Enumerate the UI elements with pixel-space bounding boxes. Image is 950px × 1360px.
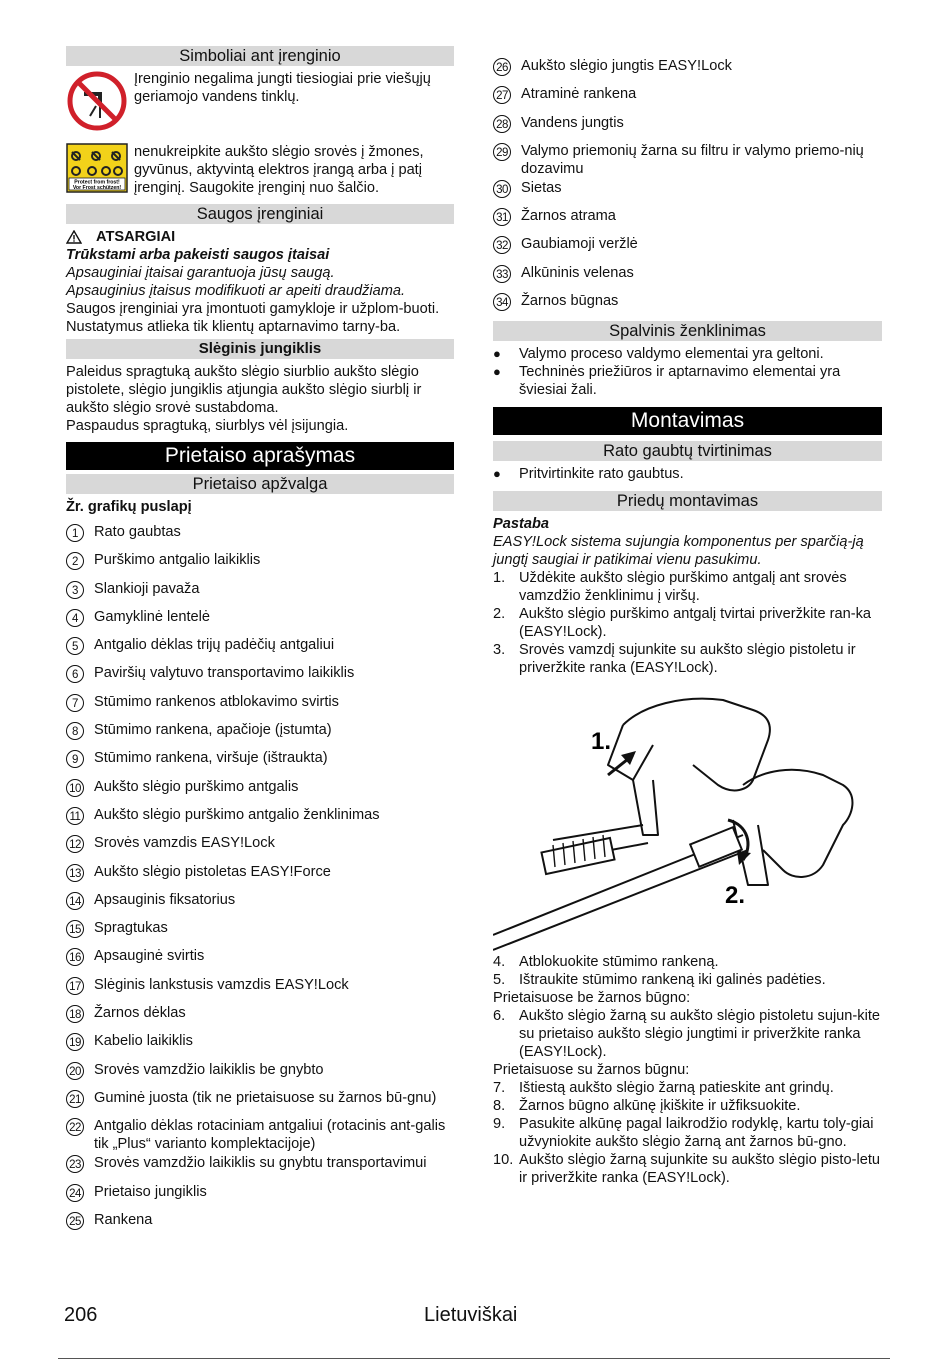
- part-label: Žarnos būgnas: [521, 293, 619, 310]
- part-label: Žarnos atrama: [521, 208, 616, 225]
- caution-line2: Apsauginius įtaisus modifikuoti ar apeiti draudžiama.: [66, 283, 406, 299]
- step-item: [493, 971, 882, 989]
- part-label: Valymo priemonių žarna su filtru ir valymo priemo-nių dozavimu: [521, 142, 864, 177]
- part-item: [66, 579, 454, 607]
- part-label: Žarnos dėklas: [94, 1005, 186, 1022]
- part-label: Srovės vamzdžio laikiklis su gnybtu transportavimui: [94, 1155, 427, 1172]
- accessories-heading: Priedų montavimas: [493, 491, 882, 511]
- steps-c: [493, 1007, 882, 1061]
- part-label: Sietas: [521, 179, 562, 196]
- part-label: Stūmimo rankenos atblokavimo svirtis: [94, 693, 339, 710]
- part-item: [493, 291, 882, 319]
- note-title: Pastaba: [493, 516, 549, 533]
- symbol2-label-bottom: Vor Frost schützen!: [72, 185, 122, 191]
- part-label: Slankioji pavaža: [94, 580, 200, 597]
- parts-list-left: [66, 522, 454, 1238]
- part-item: [493, 178, 882, 206]
- part-number: 5: [66, 637, 84, 655]
- part-label: Alkūninis velenas: [521, 264, 634, 281]
- step-number: 3.: [493, 642, 506, 659]
- no-drinking-water-icon: [66, 70, 128, 137]
- part-number: 15: [66, 920, 84, 938]
- part-item: [66, 607, 454, 635]
- part-number: 8: [66, 722, 84, 740]
- step-text: Srovės vamzdį sujunkite su aukšto slėgio pistoletu ir priveržkite ranka (EASY!Lock).: [519, 642, 856, 677]
- part-item: [493, 263, 882, 291]
- part-item: [66, 663, 454, 691]
- symbol-no-drinking-water: [66, 70, 454, 137]
- footer-language: Lietuviškai: [424, 1304, 518, 1326]
- part-item: [66, 975, 454, 1003]
- part-item: [66, 777, 454, 805]
- part-number: 11: [66, 807, 84, 825]
- step-number: 8.: [493, 1098, 506, 1115]
- part-number: 10: [66, 779, 84, 797]
- pressure-switch-text1: Paleidus spragtuką aukšto slėgio siurblio aukšto slėgio pistolete, slėgio jungiklis atjungia aukšto slėgio siurblį ir aukšto slėgio srovė sustabdoma.: [66, 364, 422, 416]
- figure-label-1: 1.: [591, 728, 612, 756]
- assembly-figure: [493, 685, 882, 953]
- step-number: 10.: [493, 1152, 514, 1169]
- parts-list-right: [493, 56, 882, 319]
- part-number: 9: [66, 750, 84, 768]
- part-label: Stūmimo rankena, apačioje (įstumta): [94, 722, 332, 739]
- color-item-text: Techninės priežiūros ir aptarnavimo elementai yra šviesiai žali.: [519, 364, 841, 399]
- part-number: 22: [66, 1118, 84, 1136]
- part-label: Guminė juosta (tik ne prietaisuose su žarnos bū-gnu): [94, 1089, 437, 1106]
- step-text: Ištiestą aukšto slėgio žarną patieskite ant grindų.: [519, 1080, 834, 1097]
- part-item: [66, 522, 454, 550]
- part-item: [66, 805, 454, 833]
- safety-heading: Saugos įrenginiai: [66, 204, 454, 224]
- part-item: [66, 635, 454, 663]
- step-number: 4.: [493, 954, 506, 971]
- part-number: 2: [66, 552, 84, 570]
- part-number: 3: [66, 581, 84, 599]
- part-number: 18: [66, 1005, 84, 1023]
- part-number: 26: [493, 58, 511, 76]
- part-item: [66, 1031, 454, 1059]
- part-number: 17: [66, 977, 84, 995]
- step-text: Atblokuokite stūmimo rankeną.: [519, 954, 719, 971]
- part-item: [66, 946, 454, 974]
- assembly-heading: Montavimas: [493, 407, 882, 435]
- part-number: 32: [493, 236, 511, 254]
- part-label: Aukšto slėgio jungtis EASY!Lock: [521, 58, 732, 74]
- steps-d: [493, 1079, 882, 1187]
- step-number: 2.: [493, 606, 506, 623]
- step-item: [493, 641, 882, 677]
- part-number: 30: [493, 180, 511, 198]
- part-item: [66, 1003, 454, 1031]
- part-number: 7: [66, 694, 84, 712]
- step-item: [493, 1079, 882, 1097]
- see-graphics: Žr. grafikų puslapį: [66, 499, 192, 515]
- part-label: Paviršių valytuvo transportavimo laikiklis: [94, 665, 355, 682]
- symbols-heading: Simboliai ant įrenginio: [66, 46, 454, 66]
- part-label: Kabelio laikiklis: [94, 1033, 193, 1050]
- part-label: Antgalio dėklas trijų padėčių antgaliui: [94, 637, 335, 654]
- step-item: [493, 1115, 882, 1151]
- step-text: Uždėkite aukšto slėgio purškimo antgalį ant srovės vamzdžio ženklinimu į viršų.: [519, 570, 847, 605]
- part-label: Slėginis lankstusis vamzdis EASY!Lock: [94, 976, 349, 993]
- part-item: [493, 113, 882, 141]
- symbol2-text: nenukreipkite aukšto slėgio srovės į žmones, gyvūnus, aktyvintą elektros įrangą arba į patį įrenginį. Saugokite įrenginį nuo šalčio.: [134, 144, 424, 196]
- part-item: [66, 918, 454, 946]
- part-item: [66, 720, 454, 748]
- step-text: Žarnos būgno alkūnę įkiškite ir užfiksuokite.: [519, 1098, 801, 1115]
- part-number: 13: [66, 864, 84, 882]
- step-text: Aukšto slėgio žarną sujunkite su aukšto slėgio pisto-letu ir priveržkite ranka (EASY!Lock).: [519, 1152, 880, 1187]
- part-label: Vandens jungtis: [521, 114, 624, 131]
- caution-label: ATSARGIAI: [96, 229, 176, 245]
- caution-line: [66, 228, 454, 246]
- step-item: [493, 1097, 882, 1115]
- symbol1-text: Įrenginio negalima jungti tiesiogiai prie viešųjų geriamojo vandens tinklų.: [134, 71, 431, 105]
- part-number: 23: [66, 1155, 84, 1173]
- part-label: Aukšto slėgio pistoletas EASY!Force: [94, 863, 331, 880]
- step-item: [493, 605, 882, 641]
- part-label: Apsauginė svirtis: [94, 948, 205, 965]
- wheel-item-text: Pritvirtinkite rato gaubtus.: [519, 466, 684, 483]
- part-label: Prietaiso jungiklis: [94, 1183, 207, 1200]
- part-item: [66, 1210, 454, 1238]
- part-item: [66, 890, 454, 918]
- wheel-item: ● Pritvirtinkite rato gaubtus.: [493, 466, 684, 483]
- part-label: Srovės vamzdžio laikiklis be gnybto: [94, 1061, 324, 1078]
- part-number: 20: [66, 1062, 84, 1080]
- step-number: 1.: [493, 570, 506, 587]
- part-item: [66, 1060, 454, 1088]
- part-item: [66, 833, 454, 861]
- left-column: [66, 46, 454, 1238]
- pressure-switch-text2: Paspaudus spragtuką, siurblys vėl įsijungia.: [66, 418, 349, 434]
- part-number: 16: [66, 948, 84, 966]
- step-text: Ištraukite stūmimo rankeną iki galinės padėties.: [519, 972, 826, 989]
- part-number: 12: [66, 835, 84, 853]
- part-number: 34: [493, 293, 511, 311]
- page-number: 206: [64, 1304, 98, 1326]
- part-number: 33: [493, 265, 511, 283]
- part-label: Gamyklinė lentelė: [94, 608, 210, 625]
- step-item: [493, 1151, 882, 1187]
- step-number: 5.: [493, 972, 506, 989]
- note-text: EASY!Lock sistema sujungia komponentus per sparčią-ją jungtį saugiai ir patikimai vienu pasukimu.: [493, 534, 864, 569]
- part-number: 19: [66, 1033, 84, 1051]
- steps-b: [493, 953, 882, 989]
- color-item-text: Valymo proceso valdymo elementai yra geltoni.: [519, 346, 824, 363]
- part-item: [493, 56, 882, 84]
- step-item: [493, 569, 882, 605]
- right-column: [493, 56, 882, 1187]
- warning-triangle-icon: [66, 230, 82, 244]
- part-number: 21: [66, 1090, 84, 1108]
- part-number: 31: [493, 208, 511, 226]
- part-label: Apsauginis fiksatorius: [94, 891, 236, 908]
- step-text: Aukšto slėgio purškimo antgalį tvirtai priveržkite ran-ka (EASY!Lock).: [519, 606, 872, 641]
- step-number: 9.: [493, 1116, 506, 1133]
- step-text: Aukšto slėgio žarną su aukšto slėgio pistoletu sujun-kite su prietaiso aukšto slėgio jungtimi ir priveržkite ranka (EASY!Lock).: [519, 1008, 880, 1061]
- part-item: [66, 692, 454, 720]
- part-label: Srovės vamzdis EASY!Lock: [94, 835, 275, 852]
- part-label: Aukšto slėgio purškimo antgalio ženklinimas: [94, 806, 380, 823]
- part-label: Antgalio dėklas rotaciniam antgaliui (rotacinis ant-galis tik „Plus“ varianto komplektacijoje): [94, 1118, 446, 1153]
- part-item: [66, 1116, 454, 1153]
- part-item: [493, 84, 882, 112]
- part-item: [493, 206, 882, 234]
- color-heading: Spalvinis ženklinimas: [493, 321, 882, 341]
- part-item: [66, 1182, 454, 1210]
- part-label: Gaubiamoji veržlė: [521, 236, 638, 253]
- without-drum: Prietaisuose be žarnos būgno:: [493, 990, 691, 1007]
- step-number: 7.: [493, 1080, 506, 1097]
- part-label: Purškimo antgalio laikiklis: [94, 552, 261, 569]
- part-number: 14: [66, 892, 84, 910]
- color-item: ● Techninės priežiūros ir aptarnavimo elementai yra šviesiai žali.: [493, 363, 882, 399]
- pressure-switch-heading: Slėginis jungiklis: [66, 339, 454, 359]
- with-drum: Prietaisuose su žarnos būgnu:: [493, 1062, 690, 1079]
- caution-title: Trūkstami arba pakeisti saugos įtaisai: [66, 247, 330, 263]
- part-number: 4: [66, 609, 84, 627]
- symbol-no-spray-frost: [66, 143, 454, 198]
- part-item: [493, 234, 882, 262]
- figure-label-2: 2.: [725, 882, 746, 910]
- overview-heading: Prietaiso apžvalga: [66, 474, 454, 494]
- warning-label-icon: [66, 143, 128, 198]
- footer-divider: [58, 1358, 890, 1359]
- part-item: [493, 141, 882, 178]
- part-label: Atraminė rankena: [521, 86, 637, 103]
- part-number: 29: [493, 143, 511, 161]
- part-label: Spragtukas: [94, 920, 168, 937]
- caution-line1: Apsauginiai įtaisai garantuoja jūsų saugą.: [66, 265, 335, 281]
- part-item: [66, 862, 454, 890]
- symbol2-label-top: Protect from frost!: [74, 179, 120, 186]
- part-label: Stūmimo rankena, viršuje (ištraukta): [94, 750, 328, 767]
- steps-a: [493, 569, 882, 677]
- part-label: Aukšto slėgio purškimo antgalis: [94, 778, 299, 795]
- part-number: 24: [66, 1184, 84, 1202]
- step-item: [493, 1007, 882, 1061]
- part-number: 25: [66, 1212, 84, 1230]
- safety-text: Saugos įrenginiai yra įmontuoti gamykloje ir užplom-buoti. Nustatymus atlieka tik klientų aptarnavimo tarny-ba.: [66, 301, 440, 335]
- step-item: [493, 953, 882, 971]
- step-number: 6.: [493, 1008, 506, 1025]
- part-number: 6: [66, 665, 84, 683]
- step-text: Pasukite alkūnę pagal laikrodžio rodyklę, kartu toly-giai užvyniokite aukšto slėgio žarną ant žarnos bū-gno.: [519, 1116, 874, 1151]
- part-label: Rato gaubtas: [94, 524, 181, 540]
- description-heading: Prietaiso aprašymas: [66, 442, 454, 470]
- color-item: ● Valymo proceso valdymo elementai yra geltoni.: [493, 346, 824, 363]
- part-item: [66, 1153, 454, 1181]
- part-number: 27: [493, 86, 511, 104]
- part-number: 28: [493, 115, 511, 133]
- part-item: [66, 748, 454, 776]
- part-item: [66, 550, 454, 578]
- part-number: 1: [66, 524, 84, 542]
- wheel-heading: Rato gaubtų tvirtinimas: [493, 441, 882, 461]
- part-label: Rankena: [94, 1211, 153, 1228]
- part-item: [66, 1088, 454, 1116]
